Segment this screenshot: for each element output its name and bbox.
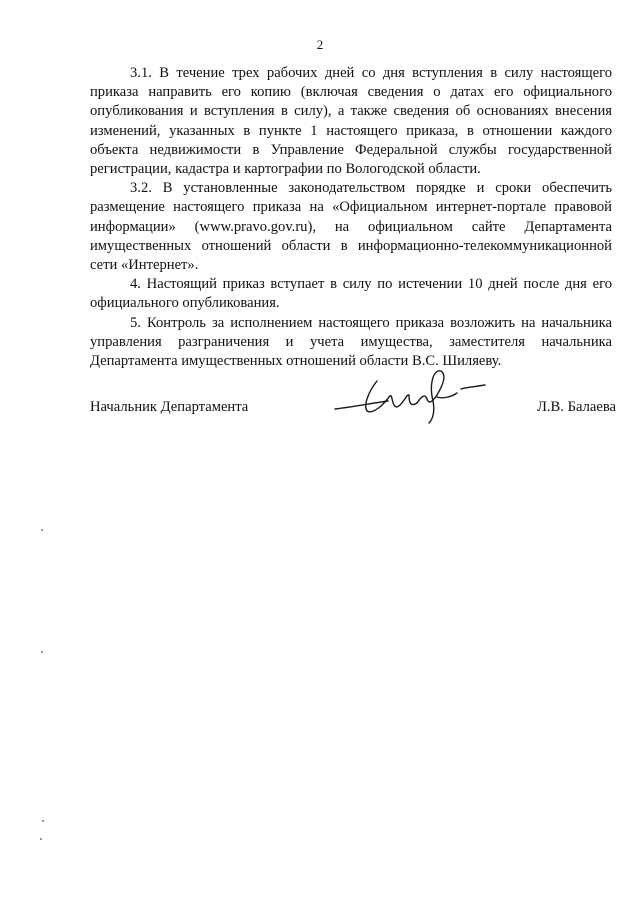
handwritten-signature [333,367,493,425]
paragraph-3-1: 3.1. В течение трех рабочих дней со дня вступления в силу настоящего приказа направить его копию (включая сведения о датах его официального опубликования и вступления в силу), а также сведения об основаниях внесения изменений, указанных в пункте 1 настоящего приказа, в отношении каждого объекта недвижимости в Управление Федеральной службы государственной регистрации, кадастра и картографии по Вологодской области. [90,65,612,178]
document-body [90,64,612,371]
scan-speck [41,529,43,531]
paragraph-4: 4. Настоящий приказ вступает в силу по истечении 10 дней после дня его официального опубликования. [90,276,612,312]
paragraph-5: 5. Контроль за исполнением настоящего приказа возложить на начальника управления разграничения и учета имущества, заместителя начальника Департамента имущественных отношений области В.С. Шиляеву. [90,314,612,370]
paragraph-3-2: 3.2. В установленные законодательством порядке и сроки обеспечить размещение настоящего приказа на «Официальном интернет-портале правовой информации» (www.pravo.gov.ru), на официальном сайте Департамента имущественных отношений области в информационно-телекоммуникационной сети «Интернет». [90,180,612,274]
signature-block [90,397,616,427]
scan-speck [42,820,44,822]
scan-speck [40,838,42,840]
page-number: 2 [316,37,324,52]
scan-speck [41,651,43,653]
signatory-title: Начальник Департамента [90,399,249,415]
signatory-name: Л.В. Балаева [537,399,616,415]
